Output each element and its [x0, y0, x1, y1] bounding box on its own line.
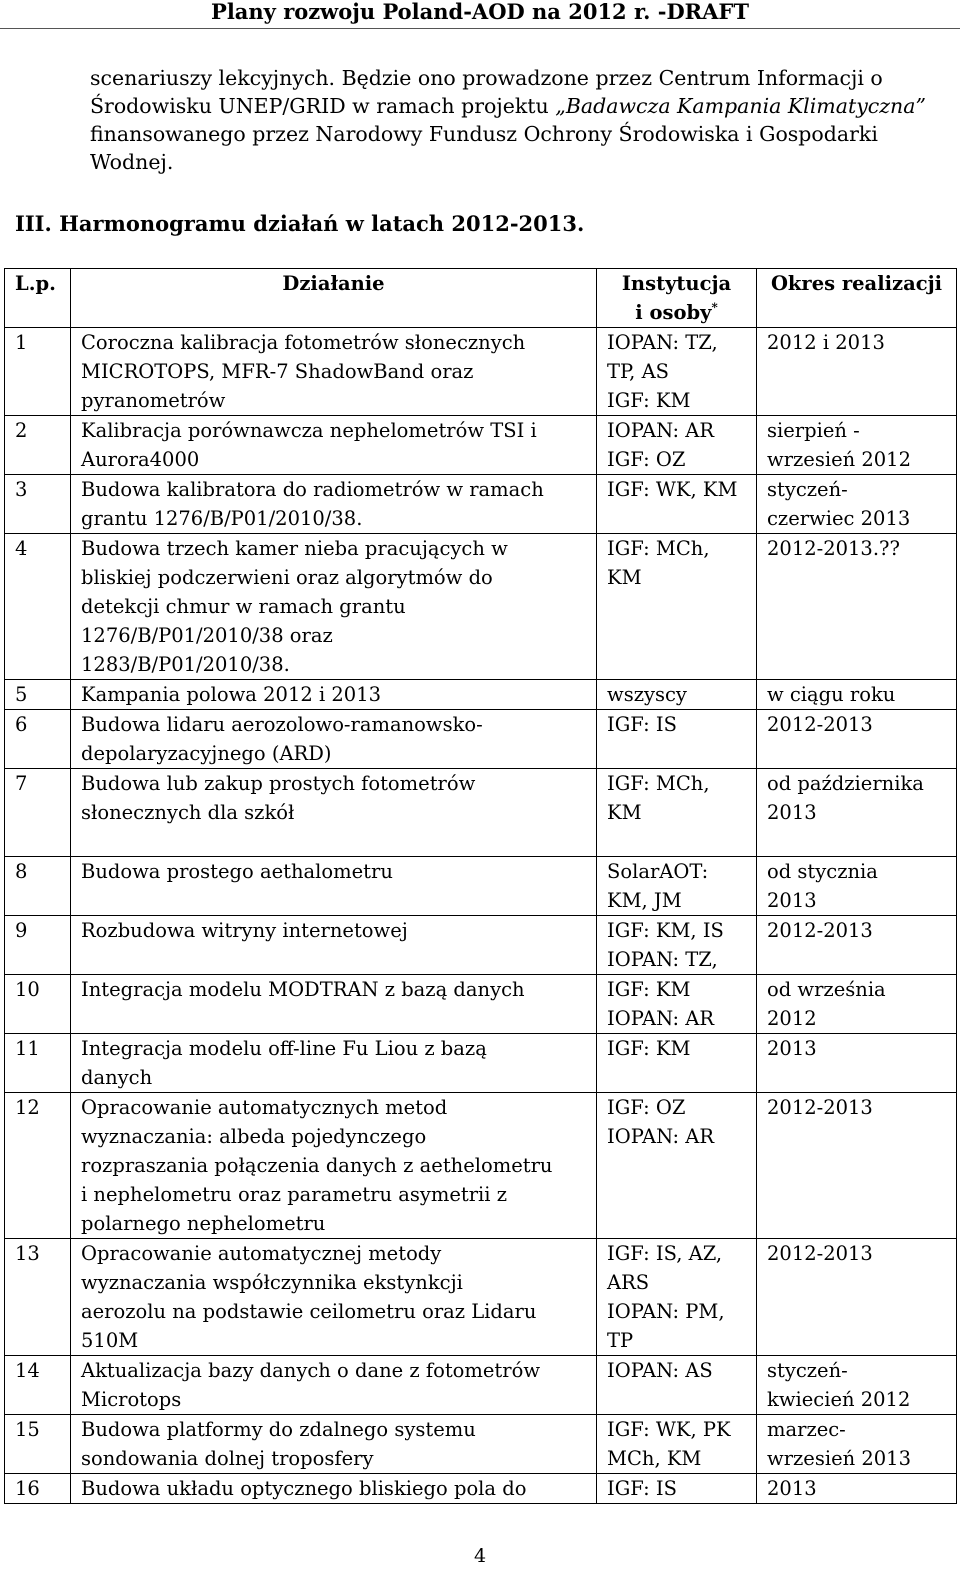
- cell-institution-line: wszyscy: [607, 683, 687, 706]
- header-divider: [0, 28, 960, 29]
- cell-lp: 1: [5, 328, 71, 416]
- table-row: [5, 534, 957, 680]
- cell-action-line: detekcji chmur w ramach grantu: [81, 595, 406, 618]
- cell-action: [71, 975, 597, 1034]
- cell-action-line: 1283/B/P01/2010/38.: [81, 653, 290, 676]
- cell-institution: [597, 680, 757, 710]
- cell-action-line: Coroczna kalibracja fotometrów słonecznych: [81, 331, 526, 354]
- cell-action-line: Budowa układu optycznego bliskiego pola do: [81, 1477, 527, 1500]
- cell-institution-line: KM: [607, 801, 642, 824]
- table-row: [5, 916, 957, 975]
- cell-institution-line: IGF: IS: [607, 713, 677, 736]
- cell-institution-line: IOPAN: AR: [607, 1007, 715, 1030]
- cell-period-line: 2013: [767, 889, 817, 912]
- intro-project-name: „Badawcza Kampania Klimatyczna”: [555, 94, 926, 118]
- cell-lp: 14: [5, 1356, 71, 1415]
- cell-action: [71, 857, 597, 916]
- cell-action-line: Aktualizacja bazy danych o dane z fotometrów: [81, 1359, 541, 1382]
- cell-institution-line: IGF: MCh,: [607, 772, 710, 795]
- cell-institution: [597, 769, 757, 857]
- cell-period: [757, 416, 957, 475]
- cell-action-line: Budowa lidaru aerozolowo-ramanowsko-: [81, 713, 483, 736]
- cell-lp: 16: [5, 1474, 71, 1504]
- cell-period: [757, 975, 957, 1034]
- cell-institution-line: KM: [607, 566, 642, 589]
- cell-period-line: 2012-2013: [767, 1242, 873, 1265]
- cell-institution: [597, 916, 757, 975]
- cell-lp: 13: [5, 1239, 71, 1356]
- cell-action-line: 510M: [81, 1329, 139, 1352]
- cell-action-line: i nephelometru oraz parametru asymetrii z: [81, 1183, 507, 1206]
- cell-action-line: Budowa prostego aethalometru: [81, 860, 393, 883]
- cell-action-line: rozpraszania połączenia danych z aethelometru: [81, 1154, 553, 1177]
- cell-institution-line: IGF: IS: [607, 1477, 677, 1500]
- cell-period: [757, 534, 957, 680]
- cell-lp: 7: [5, 769, 71, 857]
- table-row: [5, 416, 957, 475]
- cell-action: [71, 916, 597, 975]
- cell-period-line: 2012-2013: [767, 1096, 873, 1119]
- cell-period-line: styczeń-: [767, 478, 848, 501]
- section-title: III. Harmonogramu działań w latach 2012-2013.: [15, 211, 585, 236]
- table-row: [5, 475, 957, 534]
- schedule-table: [4, 268, 957, 1504]
- table-row: [5, 1093, 957, 1239]
- table-row: [5, 769, 957, 857]
- cell-action-line: Aurora4000: [81, 448, 200, 471]
- header-action: Działanie: [71, 269, 597, 328]
- cell-action: [71, 1093, 597, 1239]
- cell-action-line: Budowa lub zakup prostych fotometrów: [81, 772, 476, 795]
- cell-action-line: [81, 827, 596, 856]
- cell-period: [757, 1034, 957, 1093]
- cell-action: [71, 1034, 597, 1093]
- cell-period-line: od września: [767, 978, 886, 1001]
- cell-institution-line: ARS: [607, 1271, 650, 1294]
- cell-lp: 3: [5, 475, 71, 534]
- cell-institution: [597, 1474, 757, 1504]
- cell-action: [71, 1415, 597, 1474]
- cell-lp: 8: [5, 857, 71, 916]
- cell-institution: [597, 1356, 757, 1415]
- cell-action: [71, 1356, 597, 1415]
- intro-text-part1: scenariuszy lekcyjnych. Będzie ono prowadzone przez Centrum Informacji o Środowisku UNEP/GRID w ramach projektu: [90, 66, 883, 118]
- cell-action: [71, 328, 597, 416]
- header-lp: L.p.: [5, 269, 71, 328]
- cell-institution-line: IGF: IS, AZ,: [607, 1242, 723, 1265]
- cell-action-line: bliskiej podczerwieni oraz algorytmów do: [81, 566, 493, 589]
- cell-period-line: wrzesień 2012: [767, 448, 911, 471]
- table-row: [5, 1239, 957, 1356]
- cell-period: [757, 1415, 957, 1474]
- cell-institution-line: TP: [607, 1329, 634, 1352]
- cell-institution: [597, 710, 757, 769]
- cell-institution-line: IGF: WK, KM: [607, 478, 738, 501]
- cell-institution-line: IGF: OZ: [607, 448, 686, 471]
- table-row: [5, 328, 957, 416]
- cell-period-line: marzec-: [767, 1418, 846, 1441]
- cell-action-line: polarnego nephelometru: [81, 1212, 326, 1235]
- cell-institution-line: IOPAN: AR: [607, 1125, 715, 1148]
- cell-institution-line: IGF: KM: [607, 978, 691, 1001]
- cell-institution: [597, 1034, 757, 1093]
- cell-lp: 6: [5, 710, 71, 769]
- header-period: Okres realizacji: [757, 269, 957, 328]
- cell-institution: [597, 328, 757, 416]
- cell-action: [71, 534, 597, 680]
- page-header: Plany rozwoju Poland-AOD na 2012 r. -DRAFT: [211, 0, 749, 24]
- cell-period: [757, 1239, 957, 1356]
- cell-action-line: Opracowanie automatycznej metody: [81, 1242, 442, 1265]
- cell-lp: 15: [5, 1415, 71, 1474]
- cell-period-line: od października: [767, 772, 924, 795]
- cell-period: [757, 1474, 957, 1504]
- cell-lp: 9: [5, 916, 71, 975]
- table-row: [5, 1356, 957, 1415]
- cell-period-line: 2012 i 2013: [767, 331, 885, 354]
- cell-institution-line: IGF: KM: [607, 1037, 691, 1060]
- cell-period: [757, 916, 957, 975]
- cell-lp: 5: [5, 680, 71, 710]
- cell-institution-line: IOPAN: TZ,: [607, 331, 718, 354]
- cell-period-line: 2012-2013: [767, 713, 873, 736]
- cell-action-line: grantu 1276/B/P01/2010/38.: [81, 507, 363, 530]
- cell-action-line: Kalibracja porównawcza nephelometrów TSI i: [81, 419, 537, 442]
- cell-action: [71, 416, 597, 475]
- cell-institution-line: KM, JM: [607, 889, 682, 912]
- table-row: [5, 857, 957, 916]
- cell-institution-line: IGF: MCh,: [607, 537, 710, 560]
- cell-institution: [597, 1239, 757, 1356]
- cell-action-line: Integracja modelu off-line Fu Liou z bazą: [81, 1037, 487, 1060]
- cell-action-line: Budowa trzech kamer nieba pracujących w: [81, 537, 508, 560]
- cell-institution: [597, 975, 757, 1034]
- cell-action-line: 1276/B/P01/2010/38 oraz: [81, 624, 333, 647]
- cell-institution: [597, 534, 757, 680]
- header-institution: [597, 269, 757, 328]
- cell-institution-line: IGF: KM, IS: [607, 919, 724, 942]
- cell-period-line: 2012-2013: [767, 919, 873, 942]
- cell-institution-line: IGF: OZ: [607, 1096, 686, 1119]
- cell-action-line: Kampania polowa 2012 i 2013: [81, 683, 382, 706]
- cell-period: [757, 1093, 957, 1239]
- cell-action: [71, 769, 597, 857]
- intro-text-part2: finansowanego przez Narodowy Fundusz Ochrony Środowiska i Gospodarki Wodnej.: [90, 122, 878, 174]
- cell-action: [71, 1239, 597, 1356]
- cell-period: [757, 680, 957, 710]
- cell-institution-line: IGF: KM: [607, 389, 691, 412]
- cell-institution-line: IOPAN: TZ,: [607, 948, 718, 971]
- table-header-row: [5, 269, 957, 328]
- cell-institution: [597, 1093, 757, 1239]
- cell-lp: 11: [5, 1034, 71, 1093]
- cell-institution: [597, 1415, 757, 1474]
- cell-action-line: Budowa kalibratora do radiometrów w ramach: [81, 478, 544, 501]
- cell-institution-line: TP, AS: [607, 360, 670, 383]
- header-institution-line1: Instytucja: [621, 272, 732, 295]
- header-institution-line2: i osoby*: [635, 300, 718, 324]
- cell-period-line: kwiecień 2012: [767, 1388, 911, 1411]
- cell-action-line: MICROTOPS, MFR-7 ShadowBand oraz: [81, 360, 474, 383]
- cell-action-line: wyznaczania współczynnika ekstynkcji: [81, 1271, 463, 1294]
- cell-action-line: danych: [81, 1066, 153, 1089]
- cell-action-line: Integracja modelu MODTRAN z bazą danych: [81, 978, 525, 1001]
- cell-action-line: aerozolu na podstawie ceilometru oraz Lidaru: [81, 1300, 537, 1323]
- cell-institution: [597, 416, 757, 475]
- table-row: [5, 680, 957, 710]
- cell-period-line: w ciągu roku: [767, 683, 896, 706]
- cell-period-line: 2013: [767, 1477, 817, 1500]
- footnote-mark: *: [711, 300, 718, 315]
- cell-period-line: 2012: [767, 1007, 817, 1030]
- cell-institution: [597, 857, 757, 916]
- cell-institution: [597, 475, 757, 534]
- cell-period-line: 2013: [767, 801, 817, 824]
- cell-action-line: sondowania dolnej troposfery: [81, 1447, 374, 1470]
- cell-period-line: czerwiec 2013: [767, 507, 911, 530]
- cell-lp: 12: [5, 1093, 71, 1239]
- cell-lp: 10: [5, 975, 71, 1034]
- cell-period: [757, 710, 957, 769]
- cell-action-line: Rozbudowa witryny internetowej: [81, 919, 408, 942]
- cell-period-line: wrzesień 2013: [767, 1447, 911, 1470]
- table-row: [5, 975, 957, 1034]
- cell-action: [71, 680, 597, 710]
- cell-period: [757, 475, 957, 534]
- cell-institution-line: IOPAN: AR: [607, 419, 715, 442]
- cell-action-line: Budowa platformy do zdalnego systemu: [81, 1418, 476, 1441]
- table-row: [5, 1034, 957, 1093]
- table-body: [5, 328, 957, 1504]
- cell-action-line: pyranometrów: [81, 389, 226, 412]
- cell-institution-line: IGF: WK, PK: [607, 1418, 731, 1441]
- cell-institution-line: MCh, KM: [607, 1447, 702, 1470]
- cell-institution-line: SolarAOT:: [607, 860, 709, 883]
- cell-period-line: sierpień -: [767, 419, 860, 442]
- cell-period-line: 2012-2013.??: [767, 537, 900, 560]
- page-number: 4: [473, 1545, 487, 1567]
- cell-institution-line: IOPAN: PM,: [607, 1300, 725, 1323]
- cell-period: [757, 857, 957, 916]
- cell-action: [71, 710, 597, 769]
- cell-action-line: Microtops: [81, 1388, 182, 1411]
- cell-action-line: wyznaczania: albeda pojedynczego: [81, 1125, 427, 1148]
- cell-action-line: depolaryzacyjnego (ARD): [81, 742, 332, 765]
- cell-lp: 2: [5, 416, 71, 475]
- table-row: [5, 1415, 957, 1474]
- cell-action: [71, 475, 597, 534]
- cell-period-line: od stycznia: [767, 860, 878, 883]
- cell-action-line: Opracowanie automatycznych metod: [81, 1096, 448, 1119]
- cell-institution-line: IOPAN: AS: [607, 1359, 713, 1382]
- cell-period-line: 2013: [767, 1037, 817, 1060]
- cell-period-line: styczeń-: [767, 1359, 848, 1382]
- cell-lp: 4: [5, 534, 71, 680]
- cell-action: [71, 1474, 597, 1504]
- cell-period: [757, 1356, 957, 1415]
- cell-period: [757, 769, 957, 857]
- intro-paragraph: [90, 64, 940, 176]
- table-row: [5, 1474, 957, 1504]
- cell-period: [757, 328, 957, 416]
- cell-action-line: słonecznych dla szkół: [81, 801, 295, 824]
- table-row: [5, 710, 957, 769]
